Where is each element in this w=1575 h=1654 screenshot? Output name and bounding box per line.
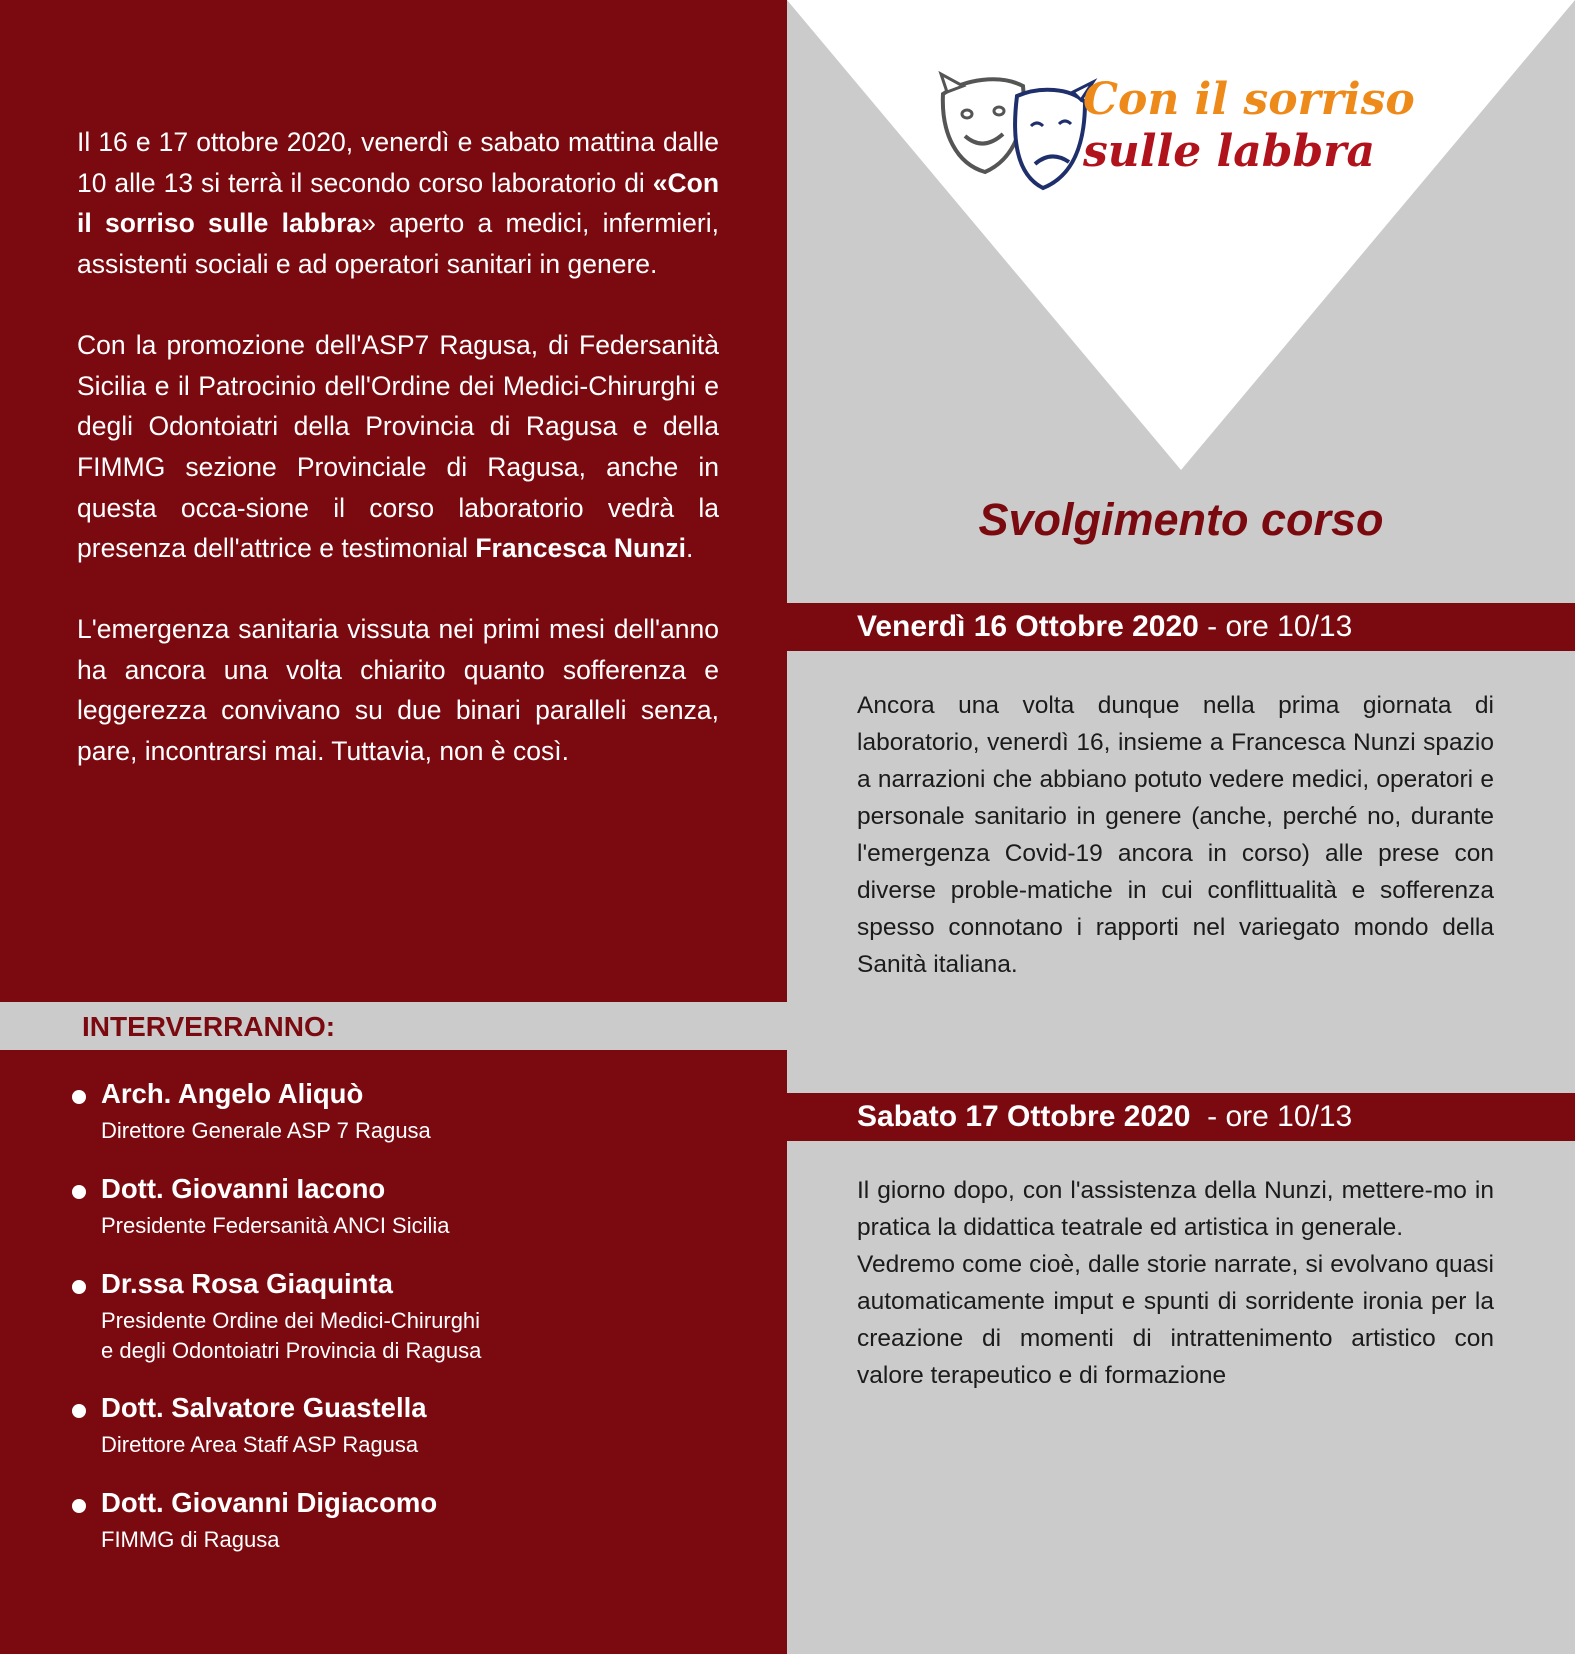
intro-paragraph-2: Con la promozione dell'ASP7 Ragusa, di Federsanità Sicilia e il Patrocinio dell'Ordine dei Medici-Chirurghi e degli Odontoiatri della Provincia di Ragusa e della FIMMG sezione Provinciale di Ragusa, anche in questa occa-sione il corso laboratorio vedrà la presenza dell'attrice e testimonial Francesca Nunzi. (77, 329, 719, 564)
speaker-role: Presidente Federsanità ANCI Sicilia (101, 1213, 450, 1238)
day-band-friday (787, 603, 1575, 651)
speaker-role: Presidente Ordine dei Medici-Chirurghi e degli Odontoiatri Provincia di Ragusa (101, 1308, 482, 1363)
day-text-saturday: Il giorno dopo, con l'assistenza della Nunzi, mettere-mo in pratica la didattica teatrale ed artistica in generale. Vedremo come cioè, dalle storie narrate, si evolvano quasi automaticamente imput e spunti di sorridente ironia per la creazione di momenti di intrattenimento artistico con valore terapeutico e di formazione (857, 1177, 1494, 1389)
interverranno-band (0, 1002, 787, 1050)
bullet-icon (72, 1280, 86, 1294)
right-panel (787, 0, 1575, 1654)
logo-text-line1: Con il sorriso (1083, 74, 1415, 125)
speaker-name: Arch. Angelo Aliquò (101, 1078, 364, 1109)
theatre-masks-icon (935, 64, 1105, 194)
day-band-saturday (787, 1093, 1575, 1141)
intro-paragraph-3: L'emergenza sanitaria vissuta nei primi mesi dell'anno ha ancora una volta chiarito quanto sofferenza e leggerezza convivano su due binari paralleli senza, pare, incontrarsi mai. Tuttavia, non è così. (77, 614, 719, 767)
bullet-icon (72, 1185, 86, 1199)
interverranno-title: INTERVERRANNO: (82, 1011, 336, 1042)
day-title-saturday: Sabato 17 Ottobre 2020 - ore 10/13 (857, 1100, 1353, 1133)
speaker-name: Dott. Giovanni Iacono (101, 1173, 386, 1204)
left-panel (0, 0, 787, 1654)
bullet-icon (72, 1499, 86, 1513)
speaker-role: FIMMG di Ragusa (101, 1527, 280, 1552)
day-title-friday: Venerdì 16 Ottobre 2020 - ore 10/13 (857, 610, 1353, 643)
speaker-name: Dr.ssa Rosa Giaquinta (101, 1268, 393, 1299)
section-title: Svolgimento corso (978, 494, 1384, 545)
bullet-icon (72, 1404, 86, 1418)
day-text-friday: Ancora una volta dunque nella prima giornata di laboratorio, venerdì 16, insieme a Francesca Nunzi spazio a narrazioni che abbiano potuto vedere medici, operatori e personale sanitario in genere (anche, perché no, durante l'emergenza Covid-19 ancora in corso) alle prese con diverse proble-matiche in cui conflittualità e sofferenza spesso connotano i rapporti nel variegato mondo della Sanità italiana. (857, 692, 1494, 978)
logo (935, 64, 1415, 194)
speaker-name: Dott. Salvatore Guastella (101, 1392, 427, 1423)
speaker-role: Direttore Generale ASP 7 Ragusa (101, 1118, 431, 1143)
intro-text (77, 122, 719, 812)
logo-text-line2: sulle labbra (1083, 126, 1375, 177)
speaker-name: Dott. Giovanni Digiacomo (101, 1487, 438, 1518)
speaker-role: Direttore Area Staff ASP Ragusa (101, 1432, 419, 1457)
bullet-icon (72, 1090, 86, 1104)
intro-paragraph-1: Il 16 e 17 ottobre 2020, venerdì e sabato mattina dalle 10 alle 13 si terrà il secondo corso laboratorio di «Con il sorriso sulle labbra» aperto a medici, infermieri, assistenti sociali e ad operatori sanitari in genere. (77, 127, 719, 280)
